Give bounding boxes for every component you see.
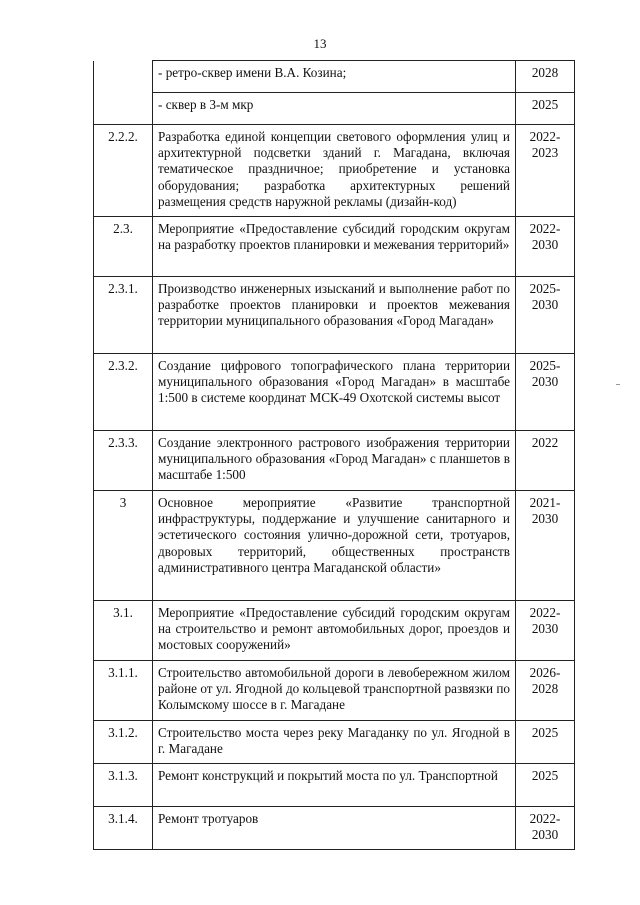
row-years: 2022- 2030 — [516, 217, 575, 277]
row-description: Производство инженерных изысканий и выполнение работ по разработке проектов планировки и проектов межевания территории муниципального образования «Город Магадан» — [153, 277, 516, 354]
row-number: 2.3.1. — [94, 277, 153, 354]
table-row — [94, 491, 575, 601]
table-row — [94, 277, 575, 354]
margin-mark — [616, 384, 620, 385]
table-row — [94, 125, 575, 217]
row-years: 2028 — [516, 61, 575, 93]
row-number: 2.3.3. — [94, 431, 153, 491]
measures-table — [93, 60, 575, 850]
row-description: - сквер в 3-м мкр — [153, 93, 516, 125]
row-description: Ремонт тротуаров — [153, 807, 516, 850]
row-number: 2.3. — [94, 217, 153, 277]
row-number: 3 — [94, 491, 153, 601]
row-years: 2026- 2028 — [516, 661, 575, 721]
row-description: Строительство моста через реку Магаданку по ул. Ягодной в г. Магадане — [153, 721, 516, 764]
row-number — [94, 61, 153, 93]
row-number: 3.1.4. — [94, 807, 153, 850]
row-years: 2022- 2030 — [516, 601, 575, 661]
row-years: 2025- 2030 — [516, 277, 575, 354]
row-number: 2.3.2. — [94, 354, 153, 431]
row-years: 2025 — [516, 93, 575, 125]
row-description: Создание цифрового топографического плана территории муниципального образования «Город Магадан» в масштабе 1:500 в системе координат МСК-49 Охотской системы высот — [153, 354, 516, 431]
row-years: 2025 — [516, 721, 575, 764]
row-years: 2022- 2023 — [516, 125, 575, 217]
table-row — [94, 764, 575, 807]
row-number: 3.1.2. — [94, 721, 153, 764]
table-row — [94, 601, 575, 661]
row-description: - ретро-сквер имени В.А. Козина; — [153, 61, 516, 93]
table-row — [94, 93, 575, 125]
row-description: Создание электронного растрового изображения территории муниципального образования «Город Магадан» с планшетов в масштабе 1:500 — [153, 431, 516, 491]
table-row — [94, 354, 575, 431]
table-row — [94, 721, 575, 764]
row-description: Мероприятие «Предоставление субсидий городским округам на разработку проектов планировки и межевания территорий» — [153, 217, 516, 277]
row-number — [94, 93, 153, 125]
row-number: 3.1. — [94, 601, 153, 661]
table-row — [94, 217, 575, 277]
table-row — [94, 807, 575, 850]
row-description: Строительство автомобильной дороги в левобережном жилом районе от ул. Ягодной до кольцевой транспортной развязки по Колымскому шоссе в г. Магадане — [153, 661, 516, 721]
row-years: 2025- 2030 — [516, 354, 575, 431]
row-years: 2022- 2030 — [516, 807, 575, 850]
table-row — [94, 61, 575, 93]
page-number: 13 — [313, 36, 327, 51]
row-number: 3.1.1. — [94, 661, 153, 721]
row-years: 2022 — [516, 431, 575, 491]
row-description: Разработка единой концепции светового оформления улиц и архитектурной подсветки зданий г. Магадана, включая тематическое праздничное; приобретение и установка оборудования; разработка архитектурных решений размещения средств наружной рекламы (дизайн-код) — [153, 125, 516, 217]
row-years: 2025 — [516, 764, 575, 807]
table-row — [94, 431, 575, 491]
table-row — [94, 661, 575, 721]
row-description: Мероприятие «Предоставление субсидий городским округам на строительство и ремонт автомобильных дорог, проездов и мостовых сооружений» — [153, 601, 516, 661]
row-number: 3.1.3. — [94, 764, 153, 807]
row-description: Основное мероприятие «Развитие транспортной инфраструктуры, поддержание и улучшение санитарного и эстетического состояния улично-дорожной сети, тротуаров, дворовых территорий, общественных пространств административного центра Магаданской области» — [153, 491, 516, 601]
row-years: 2021- 2030 — [516, 491, 575, 601]
row-description: Ремонт конструкций и покрытий моста по ул. Транспортной — [153, 764, 516, 807]
row-number: 2.2.2. — [94, 125, 153, 217]
